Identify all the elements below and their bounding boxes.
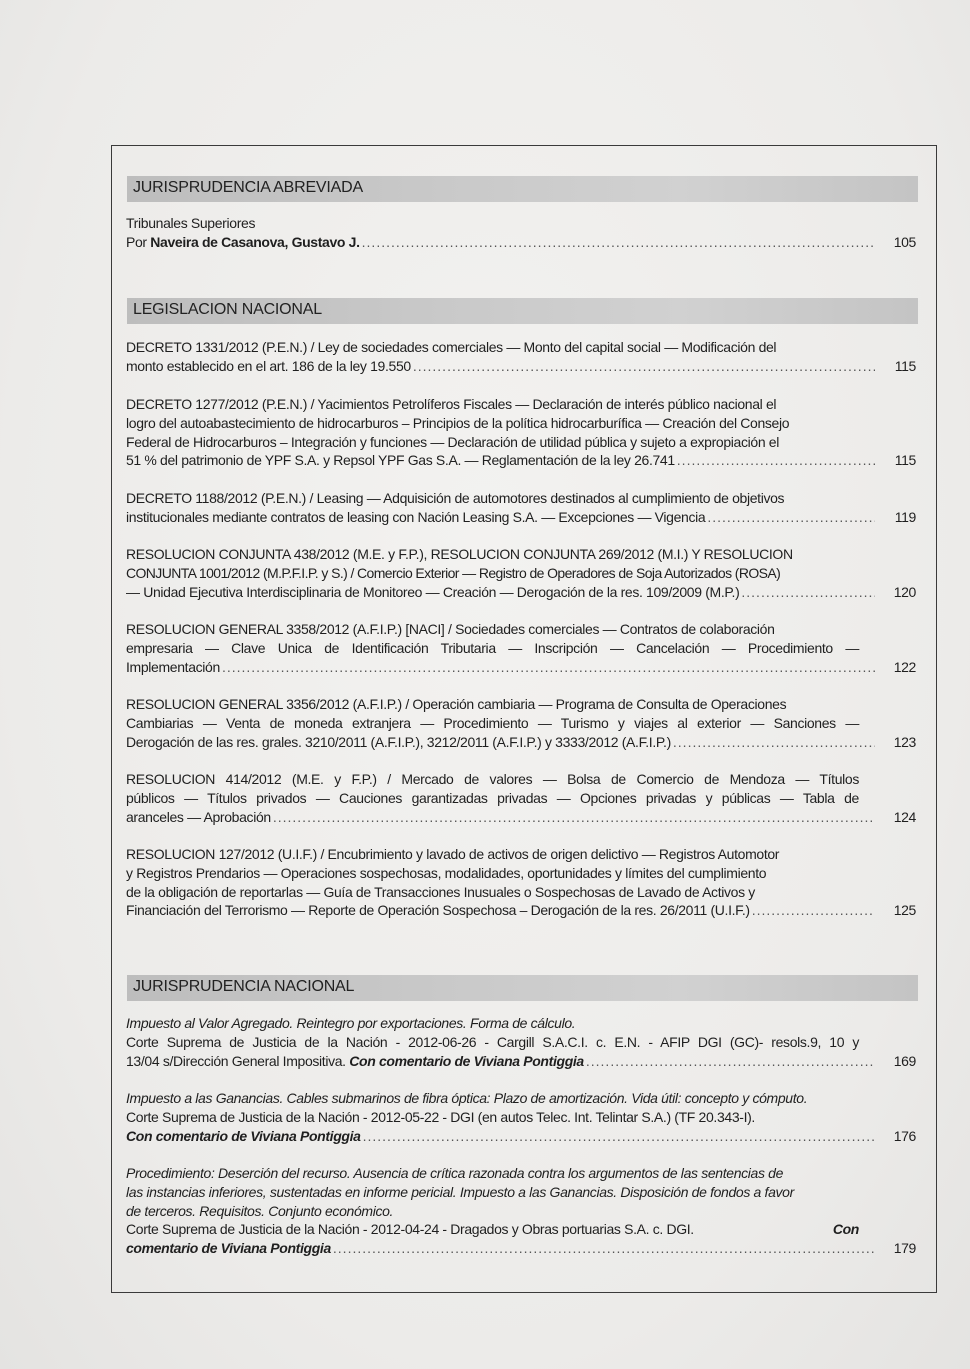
entry-text: Implementación (126, 658, 220, 675)
toc-entry[interactable] (126, 489, 916, 527)
entry-last-line (126, 357, 916, 376)
entry-line: empresaria — Clave Unica de Identificación Tributaria — Inscripción — Cancelación — Procedimiento — (126, 639, 859, 656)
section-header-jurisprudencia-nacional (127, 975, 918, 1001)
entry-line: RESOLUCION CONJUNTA 438/2012 (M.E. y F.P.), RESOLUCION CONJUNTA 269/2012 (M.I.) Y RESOLUCION (126, 546, 793, 562)
entry-last-line (126, 1127, 916, 1146)
leader-dots (362, 233, 875, 252)
entry-text: 13/04 s/Dirección General Impositiva. (126, 1052, 350, 1069)
entry-text: — Unidad Ejecutiva Interdisciplinaria de Monitoreo — Creación — Derogación de la res. 109/2009 (M.P.) (126, 583, 740, 600)
toc-entry[interactable] (126, 1014, 916, 1070)
toc-entry[interactable] (126, 695, 916, 751)
entry-line: RESOLUCION 414/2012 (M.E. y F.P.) / Mercado de valores — Bolsa de Comercio de Mendoza — Títulos (126, 771, 859, 787)
entry-line: Cambiarias — Venta de moneda extranjera — Procedimiento — Turismo y viajes al exterior — Sanciones — (126, 714, 859, 731)
leader-dots (707, 508, 875, 527)
entry-line: DECRETO 1331/2012 (P.E.N.) / Ley de sociedades comerciales — Monto del capital social — Modificación del (126, 339, 777, 355)
commentary-author: Con comentario de Viviana Pontiggia (126, 1127, 361, 1144)
entry-subject: las instancias inferiores, sustentadas en informe pericial. Impuesto a las Ganancias. Disposición de fondos a favor (126, 1183, 794, 1200)
page-number: 123 (893, 733, 916, 750)
page-number: 105 (893, 233, 916, 250)
leader-dots (333, 1239, 875, 1258)
entry-line: y Registros Prendarios — Operaciones sospechosas, modalidades, oportunidades y límites del cumplimiento (126, 864, 767, 881)
entry-last-line (126, 583, 916, 602)
entry-last-line (126, 508, 916, 527)
entry-last-line (126, 658, 916, 677)
entry-subject: Impuesto a las Ganancias. Cables submarinos de fibra óptica: Plazo de amortización. Vida útil: concepto y cómputo. (126, 1090, 808, 1106)
leader-dots (222, 658, 875, 677)
entry-line: RESOLUCION GENERAL 3358/2012 (A.F.I.P.) [NACI] / Sociedades comerciales — Contratos de colaboración (126, 621, 775, 637)
leader-dots (586, 1052, 875, 1071)
entry-line: logro del autoabastecimiento de hidrocarburos – Principios de la política hidrocarburífica — Creación del Consejo (126, 414, 790, 431)
toc-entry[interactable] (126, 338, 916, 376)
section-header-jurisprudencia-abreviada (127, 176, 918, 202)
entry-subject: Impuesto al Valor Agregado. Reintegro por exportaciones. Forma de cálculo. (126, 1015, 576, 1031)
entry-last-line (126, 901, 916, 920)
entry-text: aranceles — Aprobación (126, 808, 271, 825)
toc-entry[interactable] (126, 395, 916, 470)
entry-last-line (126, 1239, 916, 1258)
entry-last-line (126, 233, 916, 252)
page-number: 122 (893, 658, 916, 675)
entry-line: CONJUNTA 1001/2012 (M.P.F.I.P. y S.) / Comercio Exterior — Registro de Operadores de Soja Autorizados (ROSA) (126, 564, 781, 581)
commentary-author: Con comentario de Viviana Pontiggia (349, 1052, 584, 1069)
entry-line: Federal de Hidrocarburos – Integración y funciones — Declaración de utilidad pública y sujeto a expropiación el (126, 433, 779, 450)
toc-entry[interactable] (126, 1089, 916, 1145)
entry-line: DECRETO 1188/2012 (P.E.N.) / Leasing — Adquisición de automotores destinados al cumplimiento de objetivos (126, 490, 785, 506)
section-title: JURISPRUDENCIA NACIONAL (133, 978, 355, 995)
entry-line: de la obligación de reportarlas — Guía de Transacciones Inusuales o Sospechosas de Lavado de Activos y (126, 883, 755, 900)
entry-line: Corte Suprema de Justicia de la Nación - 2012-05-22 - DGI (en autos Telec. Int. Telintar S.A.) (TF 20.343-I). (126, 1108, 755, 1125)
page-number: 124 (893, 808, 916, 825)
entry-last-line (126, 1052, 916, 1071)
entry-last-line (126, 808, 916, 827)
page-number: 125 (893, 902, 916, 919)
entry-line: Tribunales Superiores (126, 215, 256, 231)
toc-entry[interactable] (126, 214, 916, 252)
page-number: 120 (893, 583, 916, 600)
entry-line: RESOLUCION 127/2012 (U.I.F.) / Encubrimiento y lavado de activos de origen delictivo — Registros Automotor (126, 846, 780, 862)
entry-subject: de terceros. Requisitos. Conjunto económico. (126, 1202, 394, 1219)
page-number: 115 (894, 452, 916, 469)
leader-dots (413, 357, 875, 376)
entry-text: Derogación de las res. grales. 3210/2011 (A.F.I.P.), 3212/2011 (A.F.I.P.) y 3333/2012 (A.F.I.P.) (126, 733, 671, 750)
toc-entry[interactable] (126, 545, 916, 601)
entry-subject: Procedimiento: Deserción del recurso. Ausencia de crítica razonada contra los argumentos de las sentencias de (126, 1165, 784, 1181)
toc-entry[interactable] (126, 1164, 916, 1258)
entry-text: Por (126, 233, 151, 250)
leader-dots (752, 901, 875, 920)
entry-line: públicos — Títulos privados — Cauciones garantizadas privadas — Opciones privadas y públicas — Tabla de (126, 789, 859, 806)
entry-line: DECRETO 1277/2012 (P.E.N.) / Yacimientos Petrolíferos Fiscales — Declaración de interés público nacional el (126, 396, 777, 412)
toc-entry[interactable] (126, 620, 916, 676)
entry-text: Corte Suprema de Justicia de la Nación - 2012-04-24 - Dragados y Obras portuarias S.A. c. DGI. (126, 1221, 694, 1238)
entry-line: RESOLUCION GENERAL 3356/2012 (A.F.I.P.) / Operación cambiaria — Programa de Consulta de Operaciones (126, 696, 787, 712)
page-number: 115 (894, 357, 916, 374)
commentary-author: comentario de Viviana Pontiggia (126, 1240, 331, 1257)
section-header-legislacion-nacional (127, 298, 918, 324)
page-number: 169 (893, 1052, 916, 1069)
entry-line (126, 1220, 859, 1239)
toc-entry[interactable] (126, 845, 916, 920)
page-number: 179 (893, 1240, 916, 1257)
leader-dots (363, 1127, 875, 1146)
entry-text: monto establecido en el art. 186 de la ley 19.550 (126, 357, 411, 374)
toc-entry[interactable] (126, 770, 916, 826)
page-number: 119 (894, 508, 916, 525)
page-number: 176 (893, 1127, 916, 1144)
entry-line: Corte Suprema de Justicia de la Nación - 2012-06-26 - Cargill S.A.C.I. c. E.N. - AFIP DGI (GC)- resols.9, 10 y (126, 1033, 859, 1050)
entry-last-line (126, 733, 916, 752)
leader-dots (741, 583, 875, 602)
author-name: Naveira de Casanova, Gustavo J. (150, 233, 360, 250)
commentary-author: Con (832, 1221, 859, 1238)
entry-text: institucionales mediante contratos de leasing con Nación Leasing S.A. — Excepciones — Vigencia (126, 508, 706, 525)
leader-dots (673, 733, 875, 752)
leader-dots (677, 451, 875, 470)
entry-text: 51 % del patrimonio de YPF S.A. y Repsol YPF Gas S.A. — Reglamentación de la ley 26.741 (126, 452, 675, 469)
leader-dots (273, 808, 875, 827)
entry-text: Financiación del Terrorismo — Reporte de Operación Sospechosa – Derogación de la res. 26/2011 (U.I.F.) (126, 902, 750, 919)
section-title: JURISPRUDENCIA ABREVIADA (133, 179, 363, 196)
entry-last-line (126, 451, 916, 470)
section-title: LEGISLACION NACIONAL (133, 301, 322, 318)
